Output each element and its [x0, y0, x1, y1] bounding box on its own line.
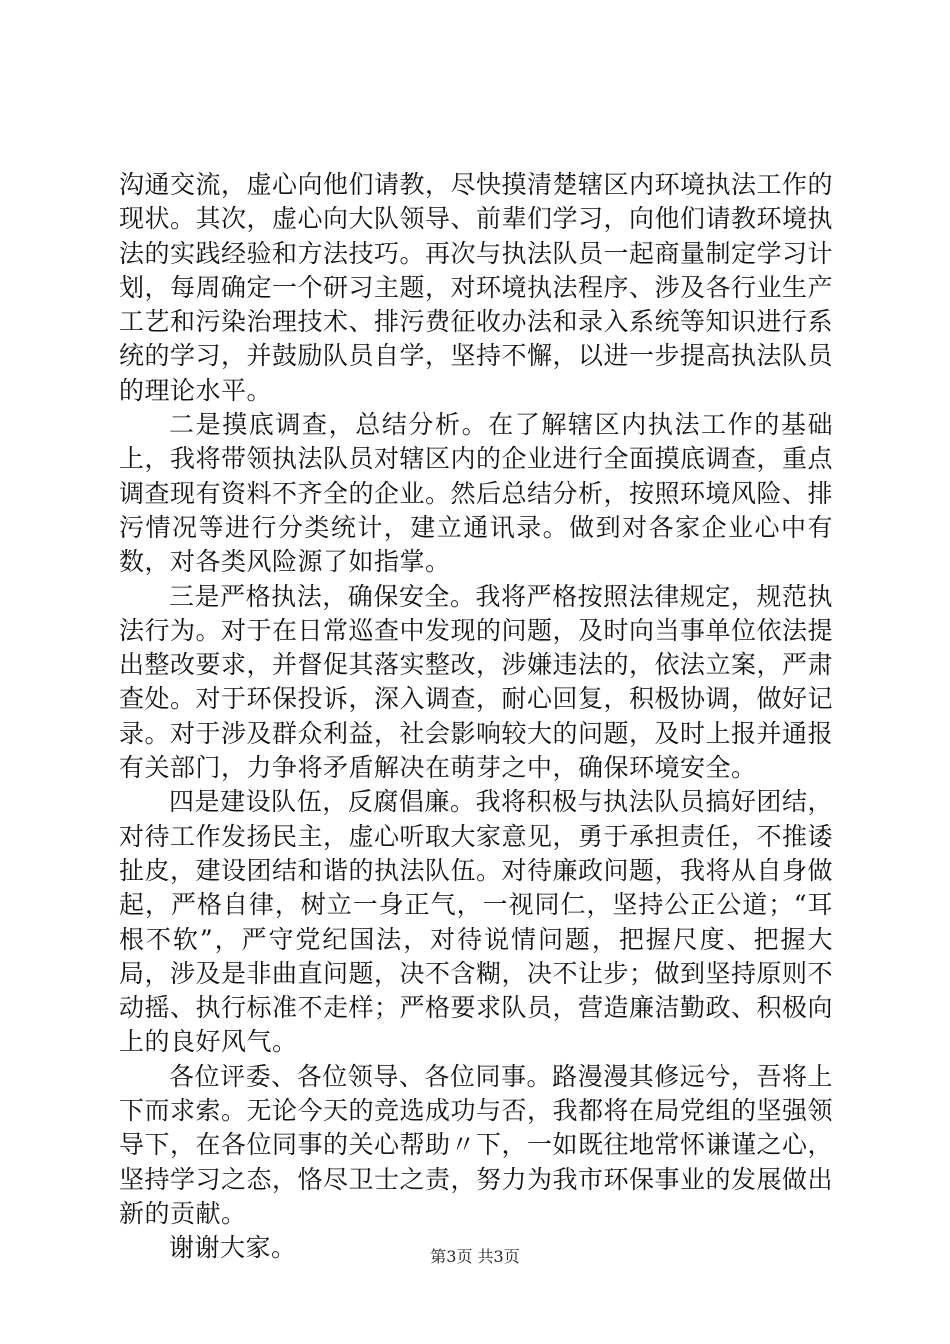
paragraph-investigation: 二是摸底调查，总结分析。在了解辖区内执法工作的基础上，我将带领执法队员对辖区内的企业进行全面摸底调查，重点调查现有资料不齐全的企业。然后总结分析，按照环境风险、排污情况等进行分类统计，建立通讯录。做到对各家企业心中有数，对各类风险源了如指掌。 [119, 410, 834, 577]
paragraph-closing: 各位评委、各位领导、各位同事。路漫漫其修远兮，吾将上下而求索。无论今天的竞选成功与否，我都将在局党组的坚强领导下，在各位同事的关心帮助〃下，一如既往地常怀谦谨之心，坚持学习之态，恪尽卫士之责，努力为我市环保事业的发展做出新的贡献。 [119, 1061, 834, 1228]
paragraph-law-enforcement: 三是严格执法，确保安全。我将严格按照法律规定，规范执法行为。对于在日常巡查中发现的问题，及时向当事单位依法提出整改要求，并督促其落实整改，涉嫌违法的，依法立案，严肃查处。对于环保投诉，深入调查，耐心回复，积极协调，做好记录。对于涉及群众利益，社会影响较大的问题，及时上报并通报有关部门，力争将矛盾解决在萌芽之中，确保环境安全。 [119, 581, 834, 783]
paragraph-team-building: 四是建设队伍，反腐倡廉。我将积极与执法队员搞好团结，对待工作发扬民主，虚心听取大家意见，勇于承担责任，不推诿扯皮，建设团结和谐的执法队伍。对待廉政问题，我将从自身做起，严格自律，树立一身正气，一视同仁，坚持公正公道；“耳根不软”，严守党纪国法，对待说情问题，把握尺度、把握大局，涉及是非曲直问题，决不含糊，决不让步；做到坚持原则不动摇、执行标准不走样；严格要求队员，营造廉洁勤政、积极向上的良好风气。 [119, 787, 834, 1057]
page-number-footer: 第3页 共3页 [430, 1247, 520, 1266]
paragraph-thanks: 谢谢大家。 [169, 1233, 297, 1263]
paragraph-continuation: 沟通交流，虚心向他们请教，尽快摸清楚辖区内环境执法工作的现状。其次，虚心向大队领导、前辈们学习，向他们请教环境执法的实践经验和方法技巧。再次与执法队员一起商量制定学习计划，每周确定一个研习主题，对环境执法程序、涉及各行业生产工艺和污染治理技术、排污费征收办法和录入系统等知识进行系统的学习，并鼓励队员自学，坚持不懈，以进一步提高执法队员的理论水平。 [119, 170, 834, 405]
document-body [119, 168, 833, 1266]
